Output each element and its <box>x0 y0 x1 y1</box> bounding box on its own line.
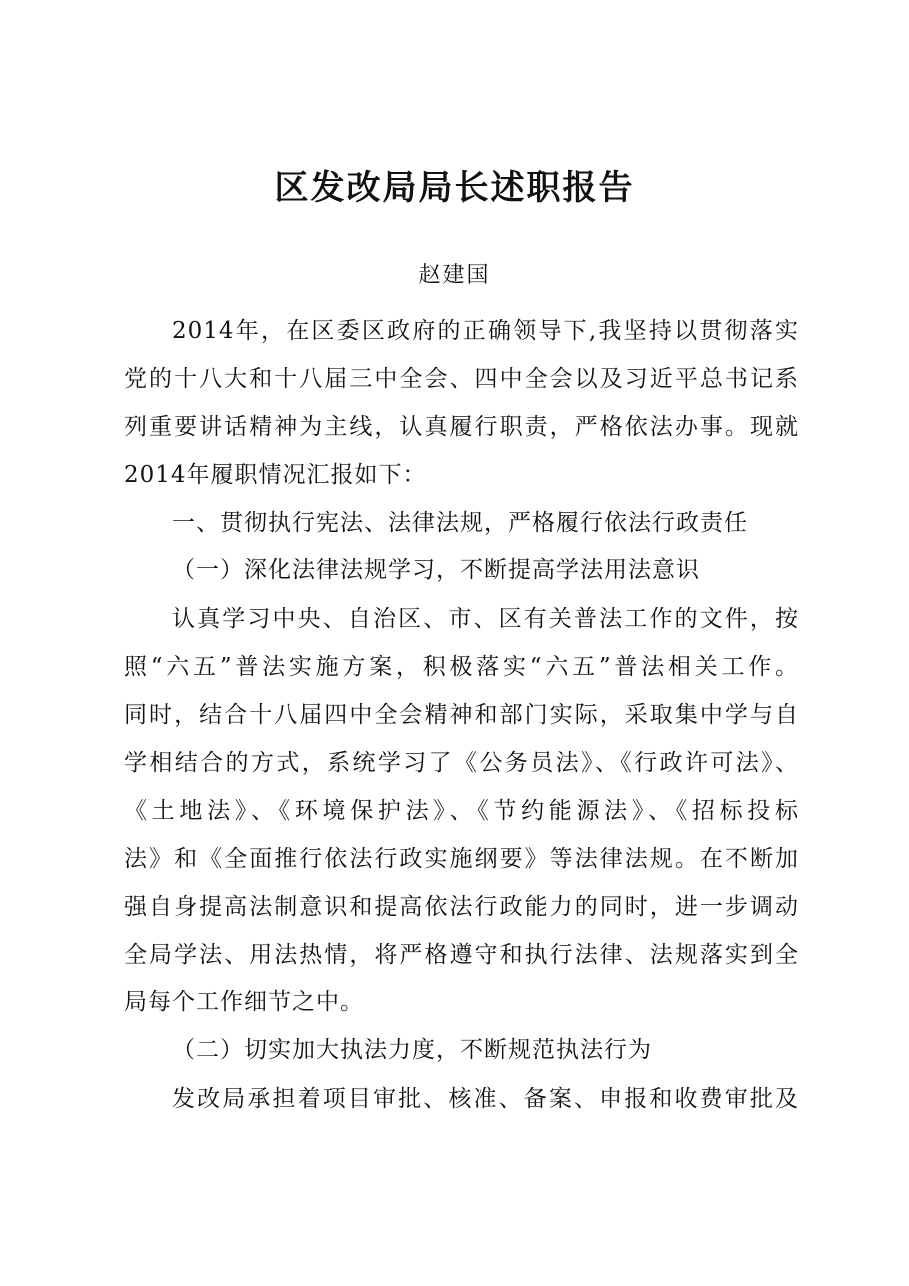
paragraph-line: 党的十八大和十八届三中全会、四中全会以及习近平总书记系 <box>124 366 799 392</box>
paragraph-line: 法》和《全面推行依法行政实施纲要》等法律法规。在不断加 <box>124 846 799 872</box>
paragraph-line: 照“六五”普法实施方案，积极落实“六五”普法相关工作。 <box>124 654 799 680</box>
paragraph-line: 局每个工作细节之中。 <box>124 989 364 1015</box>
paragraph-line: 2014年，在区委区政府的正确领导下,我坚持以贯彻落实 <box>172 318 799 344</box>
document-author: 赵建国 <box>418 263 491 288</box>
paragraph-line: （二）切实加大执法力度，不断规范执法行为 <box>172 1037 652 1063</box>
paragraph-line: 同时，结合十八届四中全会精神和部门实际，采取集中学与自 <box>124 702 799 728</box>
paragraph-line: 学相结合的方式，系统学习了《公务员法》、《行政许可法》、 <box>124 750 799 776</box>
paragraph-line: 列重要讲话精神为主线，认真履行职责，严格依法办事。现就 <box>124 414 799 440</box>
paragraph-line: 认真学习中央、自治区、市、区有关普法工作的文件，按 <box>172 606 799 632</box>
paragraph-line: 全局学法、用法热情，将严格遵守和执行法律、法规落实到全 <box>124 942 799 968</box>
paragraph-line: 《土地法》、《环境保护法》、《节约能源法》、《招标投标 <box>124 798 799 824</box>
paragraph-line: 发改局承担着项目审批、核准、备案、申报和收费审批及 <box>172 1086 799 1112</box>
paragraph-line: 一、贯彻执行宪法、法律法规，严格履行依法行政责任 <box>172 510 748 536</box>
paragraph-line: 2014年履职情况汇报如下： <box>124 462 427 488</box>
paragraph-line: 强自身提高法制意识和提高依法行政能力的同时，进一步调动 <box>124 894 799 920</box>
document-title: 区发改局局长述职报告 <box>274 168 635 208</box>
paragraph-line: （一）深化法律法规学习，不断提高学法用法意识 <box>172 557 700 583</box>
